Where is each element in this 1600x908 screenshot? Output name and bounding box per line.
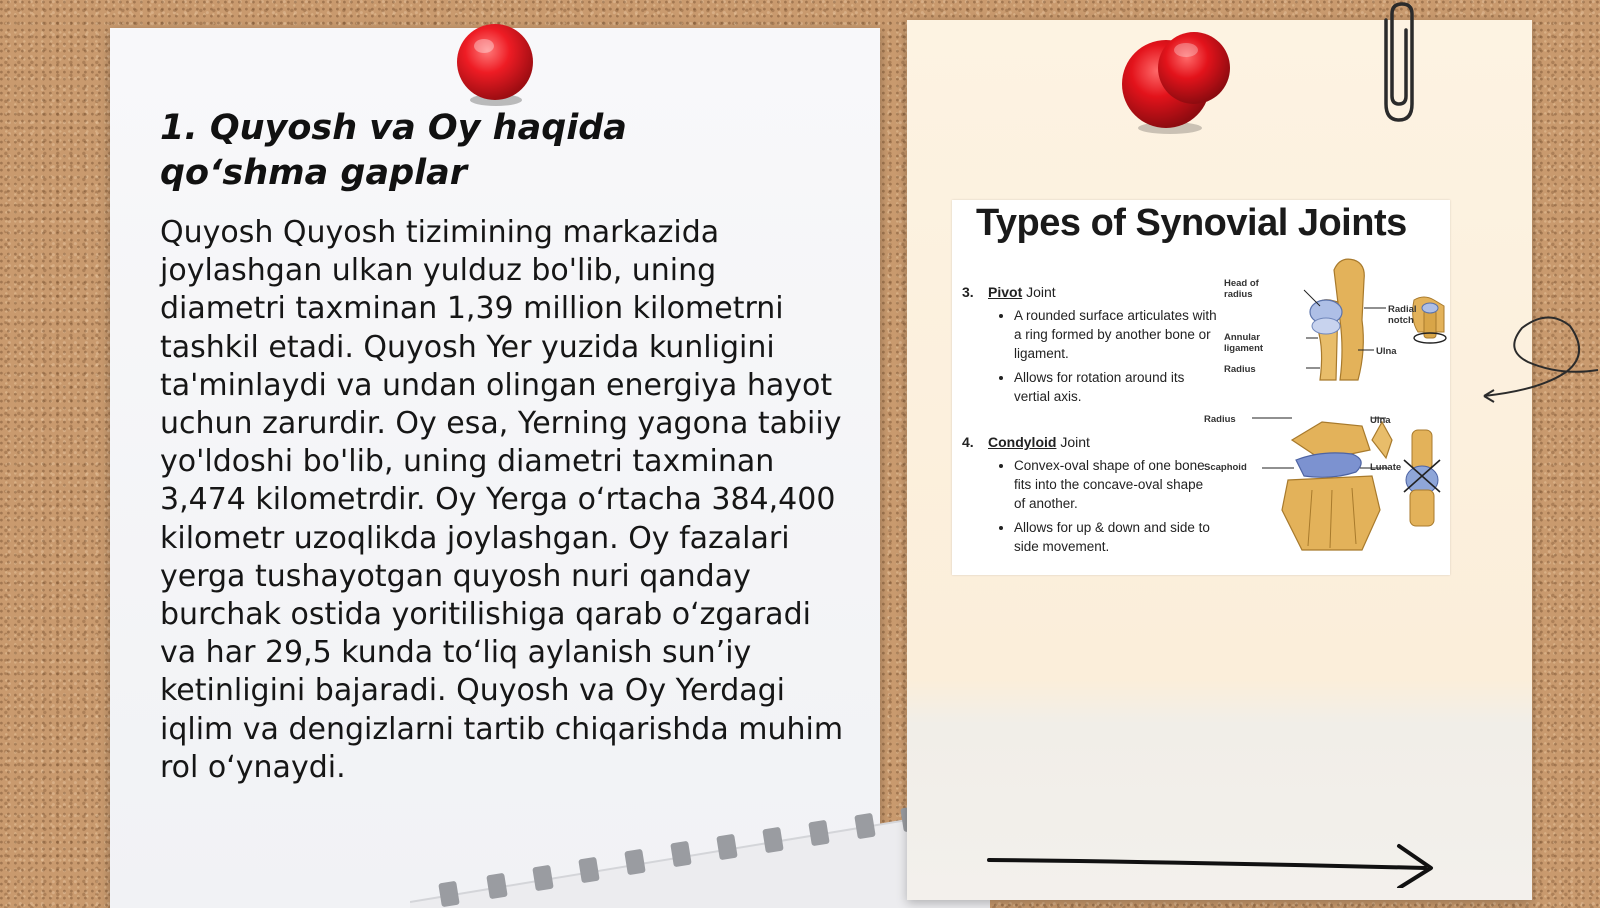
push-pin-icon [1120,28,1240,138]
list-item: • Convex-oval shape of one bone fits into the concave-oval shape of another. [1014,456,1217,513]
label-ulna-pivot: Ulna [1376,346,1397,357]
condyloid-joint-name: Condyloid [988,434,1057,450]
condyloid-joint-section [962,434,1217,561]
pivot-joint-bullets [962,306,1217,406]
label-ulna-condyloid: Ulna [1370,415,1391,426]
note-body-text: Quyosh Quyosh tizimining markazida joylashgan ulkan yulduz bo'lib, uning diametri taxminan 1,39 million kilometrni tashkil etadi. Quyosh Yer yuzida kunligini ta'minlaydi va undan olingan energiya hayot uchun zarurdir. Oy esa, Yerning yagona tabiiy yo'ldoshi bo'lib, uning diametri taxminan 3,474 kilometrdir. Oy Yerga o‘rtacha 384,400 kilometr uzoqlikda joylashgan. Oy fazalari yerga tushayotgan quyosh nuri qanday burchak ostida yoritilishiga qarab o‘zgaradi va har 29,5 kunda to‘liq aylanish sun’iy ketinligini bajaradi. Quyosh va Oy Yerdagi iqlim va dengizlarni tartib chiqarishda muhim rol o‘ynaydi. [160,215,844,785]
slide-title: Types of Synovial Joints [976,202,1407,244]
pivot-joint-suffix: Joint [1022,284,1056,300]
synovial-joints-slide-image [952,200,1450,575]
condyloid-joint-heading [962,434,1217,450]
pivot-joint-number: 3. [962,284,974,300]
doodle-loop-icon [1480,310,1600,410]
label-radius-condyloid: Radius [1204,414,1236,425]
label-radial-notch: Radial notch [1388,304,1417,326]
condyloid-joint-number: 4. [962,434,974,450]
pivot-joint-name: Pivot [988,284,1023,300]
push-pin-icon [450,20,540,108]
left-note-card [110,28,880,908]
label-radius-pivot: Radius [1224,364,1256,375]
label-annular-ligament: Annular ligament [1224,332,1264,354]
label-lunate: Lunate [1370,462,1402,473]
pivot-joint-section [962,284,1217,411]
condyloid-joint-illustration [1252,410,1450,560]
list-item: • A rounded surface articulates with a ring formed by another bone or ligament. [1014,306,1217,363]
condyloid-joint-suffix: Joint [1056,434,1090,450]
paper-clip-icon [1372,0,1422,125]
arrow-right-icon [985,838,1445,888]
label-head-of-radius: Head of radius [1224,278,1259,300]
pivot-joint-heading [962,284,1217,300]
list-item: • Allows for up & down and side to side movement. [1014,518,1217,556]
note-title: 1. Quyosh va Oy haqida qo‘shma gaplar [160,108,627,193]
torn-page-strip [410,798,990,908]
label-scaphoid: Scaphoid [1204,462,1247,473]
list-item: • Allows for rotation around its vertial axis. [1014,368,1217,406]
condyloid-joint-bullets [962,456,1217,556]
